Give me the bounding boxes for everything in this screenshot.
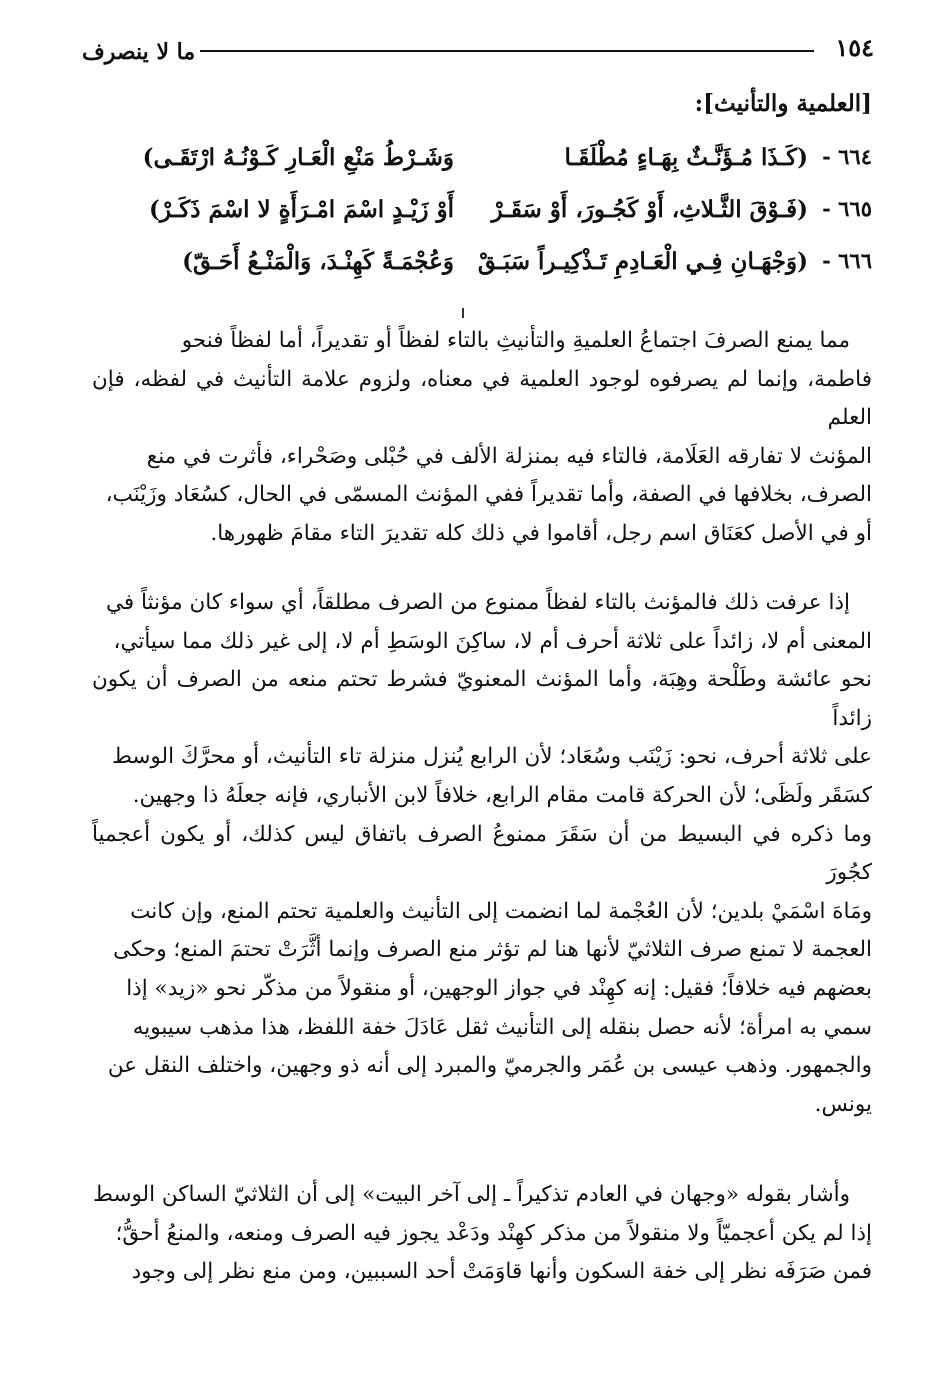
paragraph-line: أو في الأصل كعَنَاق اسم رجل، أقاموا في ذلك كله تقديرَ التاء مقامَ ظهورها.	[210, 520, 872, 546]
verse-first-half: (فَـوْقَ الثَّـلاثِ، أَوْ كَجُـورَ، أَوْ سَقَـرْ	[491, 196, 808, 223]
scan-mark	[462, 308, 464, 318]
page-header	[82, 30, 874, 66]
paragraph-line: بعضهم فيه خلافاً؛ فقيل: إنه كهِنْد في جواز الوجهين، أو منقولاً من مذكّر نحو «زيد» إذا	[126, 975, 872, 1001]
verse-block	[82, 140, 872, 296]
paragraph-line: وأشار بقوله «وجهان في العادم تذكيراً ـ إلى آخر البيت» إلى أن الثلاثيّ الساكن الوسط	[93, 1182, 850, 1207]
verse-second-half: وَشَـرْطُ مَنْعِ الْعَـارِ كَـوْنُـهُ ارْتَقَـى)	[142, 144, 454, 171]
verse-line	[82, 140, 872, 192]
paragraph-line: وما ذكره في البسيط من أن سَقَرَ ممنوعُ الصرف باتفاق ليس كذلك، أو يكون أعجمياً كجُورَ	[92, 821, 872, 886]
paragraph-line: سمي به امرأة؛ لأنه حصل بنقله إلى التأنيث ثقل عَادَلَ خفة اللفظ، هذا مذهب سيبويه	[132, 1014, 872, 1040]
verse-second-half: أَوْ زَيْـدٍ اسْمَ امْـرَأَةٍ لا اسْمَ ذَكَـرْ)	[149, 196, 454, 223]
paragraph-line: يونس.	[814, 1091, 872, 1117]
paragraph-line: على ثلاثة أحرف، نحو: زَيْنَب وسُعَاد؛ لأن الرابع يُنزل منزلة تاء التأنيث، أو محرَّكَ الوسط	[112, 744, 872, 770]
verse-number: ٦٦٤ -	[822, 144, 872, 169]
paragraph-line: ومَاهَ اسْمَيْ بلدين؛ لأن العُجْمة لما انضمت إلى التأنيث والعلمية تحتم المنع، وإن كانت	[130, 898, 872, 924]
paragraph-line: إذا عرفت ذلك فالمؤنث بالتاء لفظاً ممنوع من الصرف مطلقاً، أي سواء كان مؤنثاً في	[105, 590, 850, 615]
paragraph-line: الصرف، بخلافها في الصفة، وأما تقديراً ففي المؤنث المسمّى في الحال، كسُعَاد وزَيْنَب،	[105, 482, 872, 508]
paragraph-line: إذا لم يكن أعجميّاً ولا منقولاً من مذكر كهِنْد ودَعْد يجوز فيه الصرف ومنعه، والمنعُ أحقُّ؛	[115, 1220, 872, 1246]
running-title: ما لا ينصرف	[82, 39, 196, 65]
paragraph-line: نحو عائشة وطَلْحة وهِبَة، وأما المؤنث المعنويّ فشرط تحتم منعه من الصرف أن يكون زائداً	[92, 667, 872, 731]
page-number: ١٥٤	[835, 33, 874, 62]
verse-first-half: (كَـذَا مُـؤَنَّـثٌ بِهَـاءٍ مُطْلَقَـا	[564, 144, 808, 171]
paragraph-line: المعنى أم لا، زائداً على ثلاثة أحرف أم لا، ساكِنَ الوسَطِ أم لا، إلى غير ذلك مما سيأتي،	[113, 628, 872, 654]
paragraph-line: فمن صَرَفَه نظر إلى خفة السكون وأنها قاوَمَتْ أحد السببين، ومن منع نظر إلى وجود	[131, 1259, 872, 1285]
verse-line	[82, 192, 872, 244]
verse-line	[82, 244, 872, 296]
verse-first-half: (وَجْهَـانِ فِـي الْعَـادِمِ تَـذْكِيـراً سَبَـقْ	[477, 248, 808, 275]
commentary-paragraph	[92, 584, 872, 1124]
commentary-paragraph	[92, 322, 872, 554]
paragraph-line: كسَقَر ولَظَى؛ لأن الحركة قامت مقام الرابع، خلافاً لابن الأنباري، فإنه جعلَهُ ذا وجهين.	[132, 782, 872, 808]
section-title: [العلمية والتأنيث]:	[694, 90, 872, 117]
paragraph-line: المؤنث لا تفارقه العَلَامة، فالتاء فيه بمنزلة الألف في حُبْلى وصَحْراء، فأثرت في منع	[146, 443, 872, 469]
verse-number: ٦٦٦ -	[822, 248, 872, 273]
header-rule	[200, 50, 814, 52]
verse-number: ٦٦٥ -	[822, 196, 872, 221]
paragraph-line: فاطمة، وإنما لم يصرفوه لوجود العلمية في معناه، ولزوم علامة التأنيث في لفظه، فإن العلم	[92, 366, 872, 431]
paragraph-line: والجمهور. وذهب عيسى بن عُمَر والجرميّ والمبرد إلى أنه ذو وجهين، واختلف النقل عن	[107, 1053, 872, 1079]
paragraph-line: مما يمنع الصرفَ اجتماعُ العلميةِ والتأنيثِ بالتاء لفظاً أو تقديراً، أما لفظاً فنحو	[181, 328, 850, 353]
paragraph-line: العجمة لا تمنع صرف الثلاثيّ لأنها هنا لم تؤثر منع الصرف وإنما أثَّرَتْ تحتمَ المنع؛ وحكى	[113, 937, 872, 963]
verse-second-half: وَعُجْمَـةً كَهِنْـدَ، وَالْمَنْـعُ أَحَـقّ)	[182, 248, 454, 275]
commentary-paragraph	[92, 1176, 872, 1292]
